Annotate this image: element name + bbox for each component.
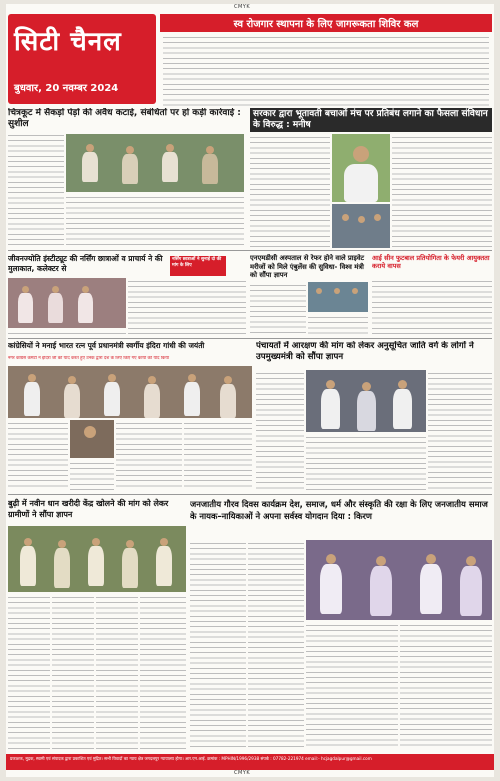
story9-body-col4 [400,622,492,750]
story8-body-col1 [8,594,50,750]
story5-body [372,278,492,336]
story8-headline: बुढ़ी में नवीन धान खरीदी केंद्र खोलने की मांग को लेकर ग्रामीणों ने सौंपा ज्ञापन [8,499,169,519]
footer-imprint: प्रकाशक, मुद्रक, स्वामी एवं संपादक द्वारा प्रकाशित एवं मुद्रित। सभी विवादों का न्याय क्षेत्र जगदलपुर न्यायालय होगा। आर.एन.आई. क्रमांक : MPHIN/1996/2938 संपर्क : 07782-221974 email:- hcjagdalpur@gmail.com [6,754,494,770]
story3-tag: नर्सिंग छात्राओं ने सुनाई दो की मांग के लिए [170,256,226,276]
story9-headline: जनजातीय गौरव दिवस कार्यक्रम देश, समाज, धर्म और संस्कृति की रक्षा के लिए जनजातीय समाज के नायक–नायिकाओं ने अपना सर्वस्व योगदान दिया : किरण [190,499,488,521]
story3-body [128,278,246,336]
divider [8,494,492,495]
divider [8,250,492,251]
story7-body-col3 [428,370,492,490]
top-story-body [160,32,492,110]
masthead-title: सिटी चैनल [14,27,122,57]
story4-photo [308,282,368,312]
story9-body-col1 [190,540,246,750]
story6-subheadline: नगर कांग्रेस कमेटी ने इंदिरा जी को याद करते हुए उनके द्वारा देश के लिए किए गए कार्यों को याद किया [8,356,170,361]
story2-body-col2 [392,134,492,248]
story2-photo-group [332,204,390,248]
story3-headline: जीवनज्योति इंस्टीट्यूट की नर्सिंग छात्राओं व प्राचार्य ने की मुलाकात, कलेक्टर से [8,254,163,273]
story9-body-col3 [306,622,398,750]
story6-body-col3 [116,420,182,490]
story6-photo-2 [70,420,114,458]
story6-body-col4 [184,420,252,490]
story9-photo [306,540,492,620]
story4-body-col2 [308,314,368,336]
registration-mark-bottom: CMYK [234,770,251,776]
story7-body-col2 [306,434,426,490]
story7-photo [306,370,426,432]
story2-body-col1 [250,134,330,248]
story3-body-2 [8,330,126,336]
divider [8,338,492,339]
story1-headline: चित्रकूट में सैकड़ों पेड़ों की अवैध कटाई, संबंधितों पर हो कड़ी कार्रवाई : सुशील [8,108,241,129]
story6-body-col2 [70,460,114,490]
story4-headline: एनएमडीसी अस्पताल से रेफर होने वाले प्राइवेट मरीजों को मिले एंबुलेंस की सुविधा- विश्व मंत्री को सौंपा ज्ञापन [250,254,365,279]
story8-photo [8,526,186,592]
masthead [8,14,156,104]
top-story [160,14,492,104]
top-story-headline: स्व रोजगार स्थापना के लिए जागरूकता शिविर कल [160,14,492,32]
masthead-date: बुधवार, 20 नवम्बर 2024 [14,83,119,94]
story1-body-col1 [8,132,64,248]
story7-headline: पंचायतों में आरक्षण की मांग को लेकर अनुसूचित जाति वर्ग के लोगों ने उपमुख्यमंत्री को सौंपा ज्ञापन [256,341,474,362]
story1-photo [66,134,244,192]
story6-photo [8,366,252,418]
story3-photo [8,278,126,328]
story6-headline: कांग्रेसियों ने मनाई भारत रत्न पूर्व प्रधानमंत्री स्वर्गीय इंदिरा गांधी की जयंती [8,341,205,350]
story8-body-col2 [52,594,94,750]
newspaper-page [6,4,494,777]
story5-headline: आई सीन फुटबाल प्रतियोगिता के फेयरी आयुक्तता कराये वापस [372,254,490,270]
story9-body-col2 [248,540,304,750]
story8-body-col3 [96,594,138,750]
story7-body-col1 [256,370,304,490]
registration-mark-top: CMYK [234,4,251,10]
story1-body-col2 [66,194,244,248]
story2-headline: सरकार द्वारा भूतावती बचाओं मंच पर प्रतिबंध लगाने का फैसला संविधान के विरुद्ध : मनीष [250,108,492,132]
story4-body-col1 [250,282,306,336]
story2-photo-portrait [332,134,390,202]
story6-body-col1 [8,420,68,490]
story8-body-col4 [140,594,186,750]
